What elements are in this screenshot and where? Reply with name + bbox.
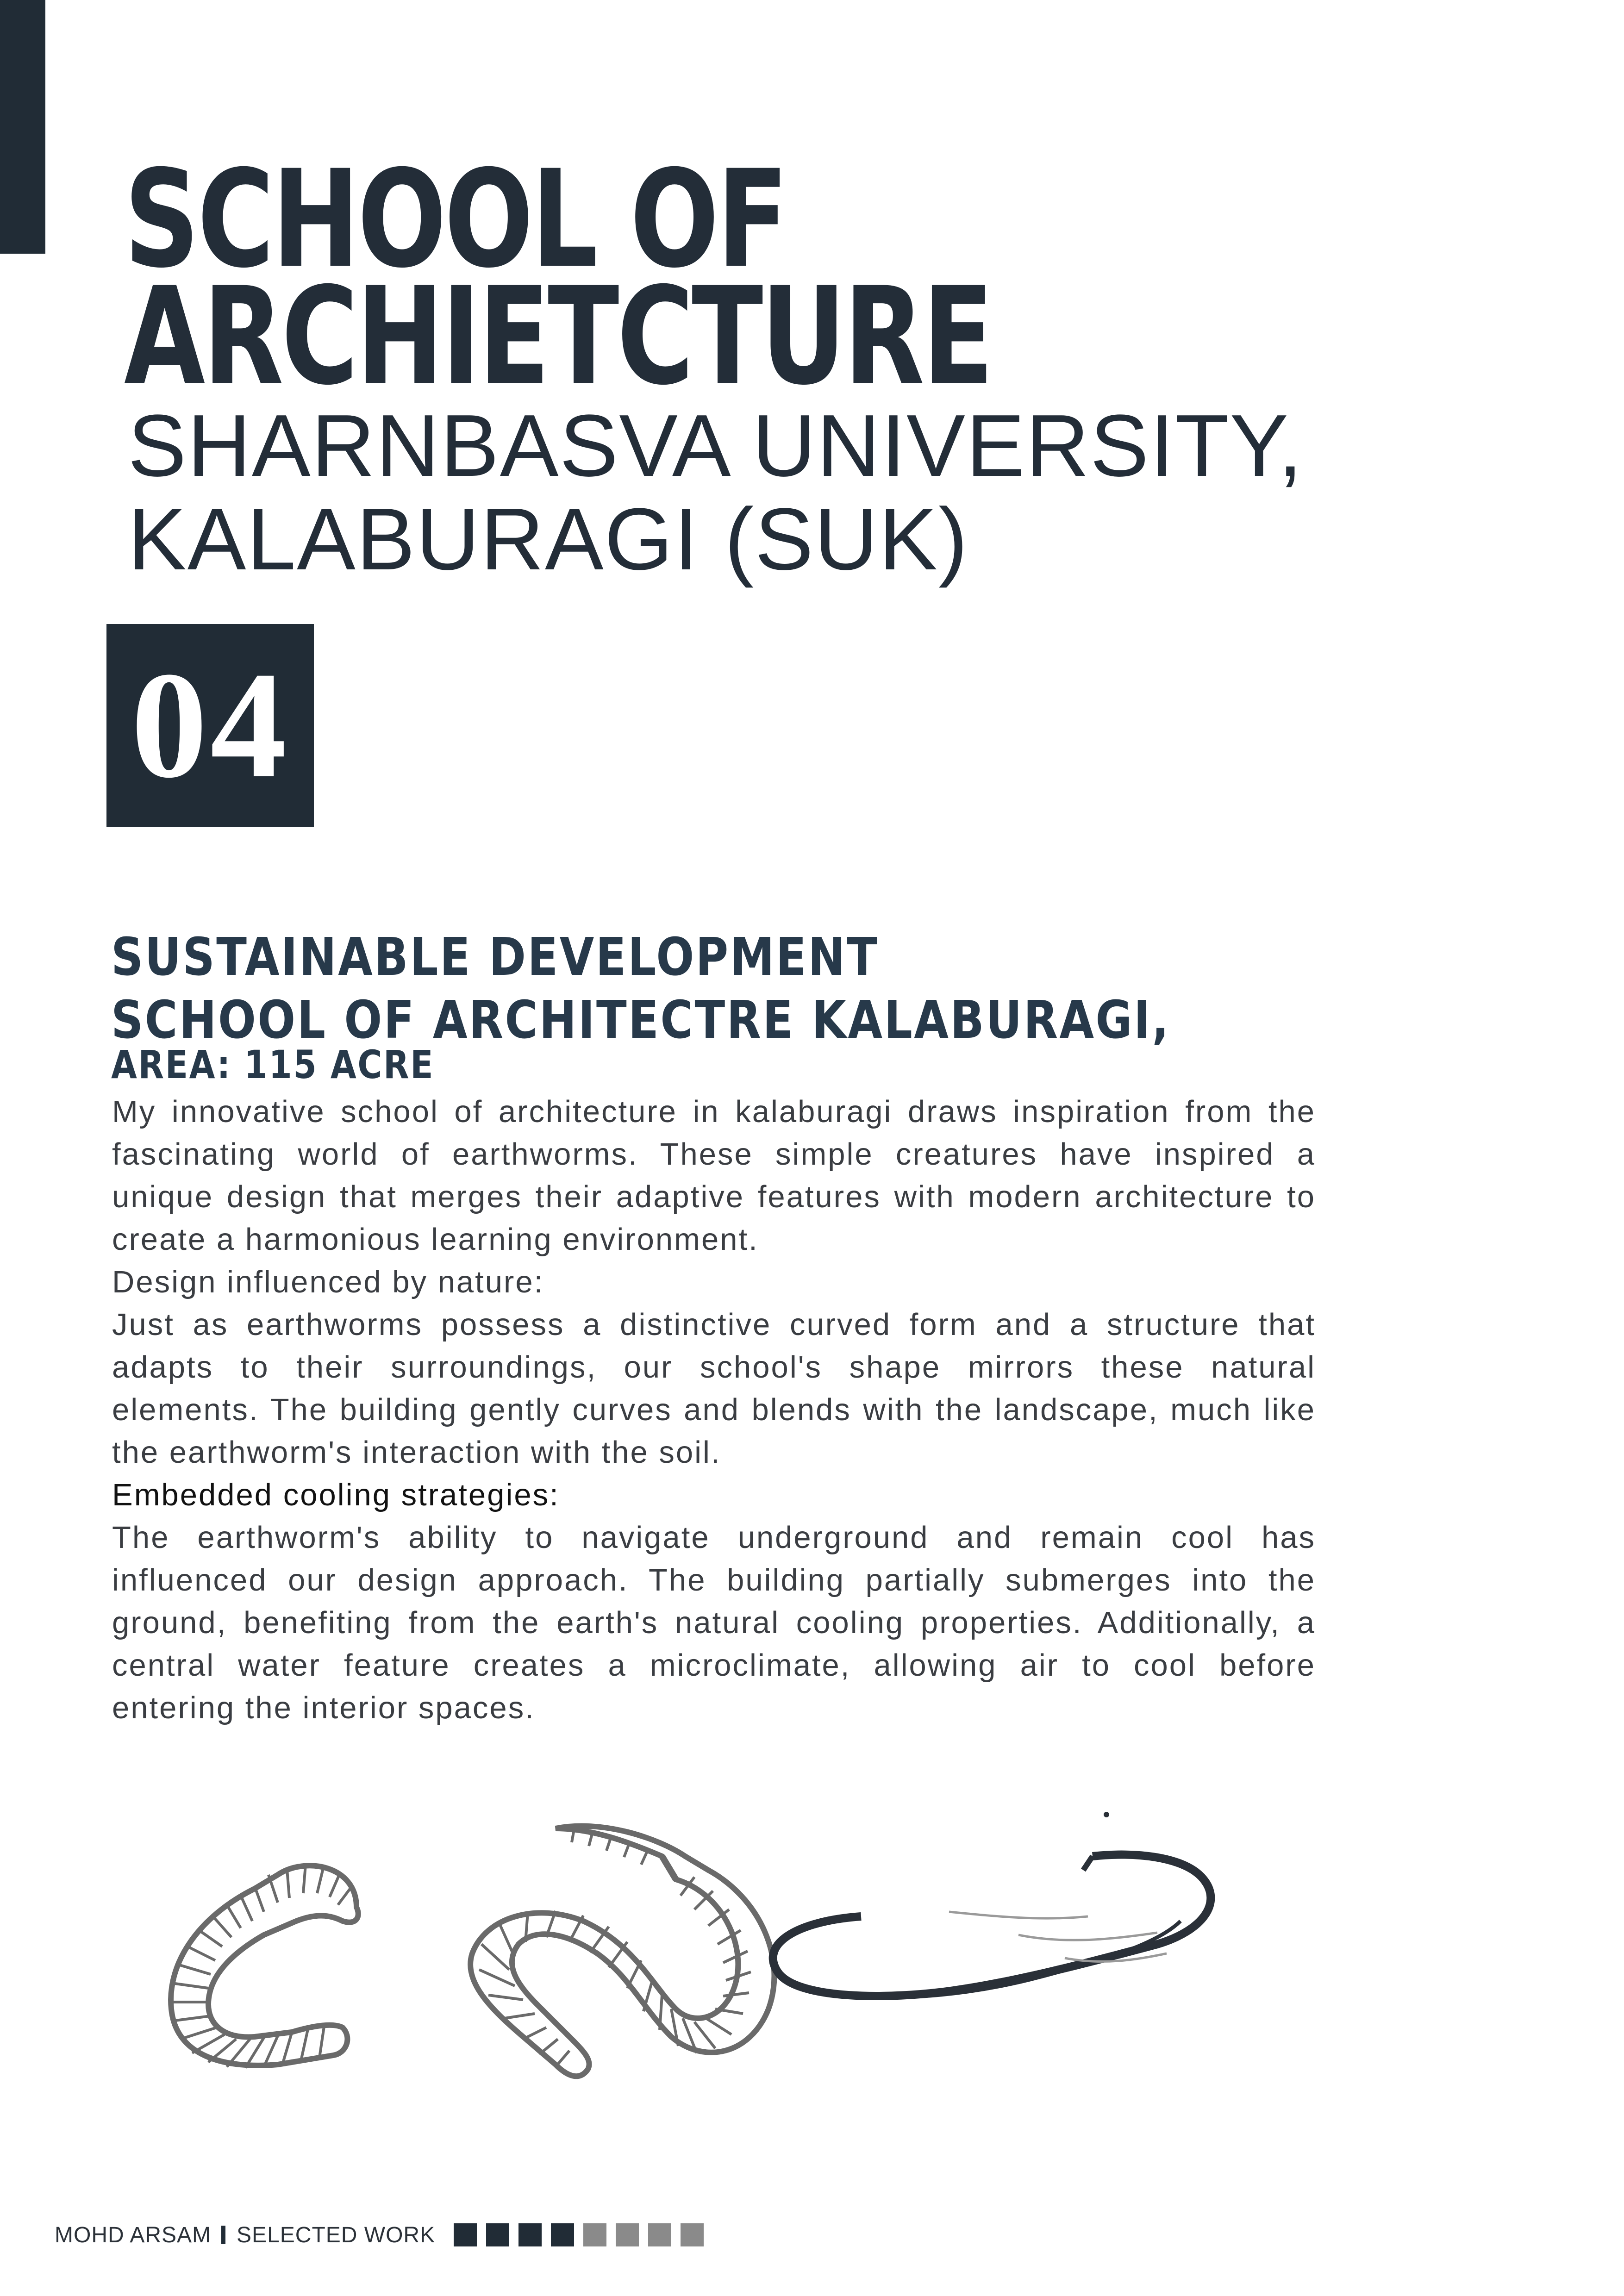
portfolio-progress-indicator xyxy=(454,2223,713,2246)
progress-square xyxy=(551,2223,574,2246)
description-paragraph-3: The earthworm's ability to navigate underground and remain cool has influenced our design approach. The building partially submerges into the ground, benefiting from the earth's natural cooling properties. Additionally, a central water feature creates a microclimate, allowing air to cool before entering the interior spaces. xyxy=(112,1520,1316,1725)
progress-square xyxy=(681,2223,704,2246)
earthworm-sketches xyxy=(139,1805,1296,2120)
page-title-line-1: SCHOOL OF xyxy=(124,142,787,298)
section-subheading: SCHOOL OF ARCHITECTRE KALABURAGI, xyxy=(111,990,1171,1050)
page-footer xyxy=(55,2221,713,2249)
project-number-badge: 04 xyxy=(106,624,314,827)
section-heading: SUSTAINABLE DEVELOPMENT xyxy=(111,927,879,987)
subtitle-line-1: SHARNBASVA UNIVERSITY, xyxy=(128,397,1304,495)
progress-square xyxy=(583,2223,606,2246)
progress-square xyxy=(518,2223,542,2246)
progress-square xyxy=(648,2223,671,2246)
footer-author: MOHD ARSAM xyxy=(55,2222,212,2247)
subtitle-line-2: KALABURAGI (SUK) xyxy=(128,490,969,588)
progress-square xyxy=(454,2223,477,2246)
site-area-label: AREA: 115 ACRE xyxy=(111,1042,435,1087)
footer-label: SELECTED WORK xyxy=(237,2222,436,2247)
page-title-line-2: ARCHIETCTURE xyxy=(124,259,992,415)
progress-square xyxy=(486,2223,509,2246)
description-paragraph-2: Just as earthworms possess a distinctive curved form and a structure that adapts to their surroundings, our school's shape mirrors these natural elements. The building gently curves and blends with the landscape, much like the earthworm's interaction with the soil. xyxy=(112,1307,1316,1470)
corner-accent-bar xyxy=(0,0,45,254)
design-nature-label: Design influenced by nature: xyxy=(112,1265,544,1299)
earthworm-sketch-line xyxy=(773,1812,1211,1997)
description-paragraph-1: My innovative school of architecture in kalaburagi draws inspiration from the fascinating world of earthworms. These simple creatures have inspired a unique design that merges their adaptive features with modern architecture to create a harmonious learning environment. xyxy=(112,1094,1316,1257)
earthworm-sketch-s-shape xyxy=(470,1826,774,2077)
cooling-strategies-label: Embedded cooling strategies: xyxy=(112,1478,560,1512)
earthworm-sketch-c-shape xyxy=(171,1865,358,2068)
progress-square xyxy=(616,2223,639,2246)
description-body xyxy=(112,1091,1316,1729)
footer-separator xyxy=(221,2226,225,2244)
